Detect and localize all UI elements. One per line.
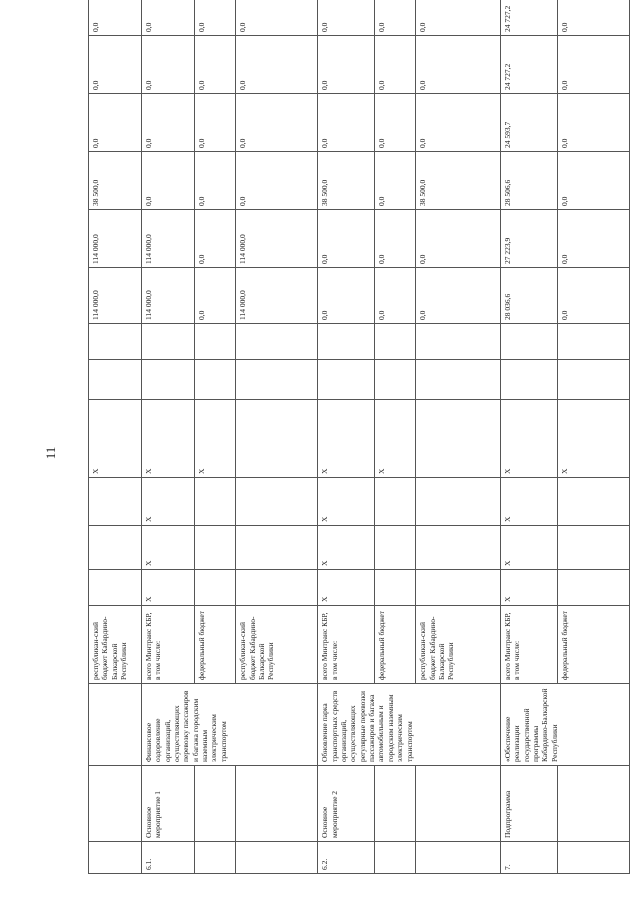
cell-x: [557, 478, 629, 526]
cell-x: X: [89, 400, 142, 478]
cell-value: 0,0: [318, 210, 375, 268]
cell-source: всего Минтранс КБР, в том числе:: [141, 606, 194, 684]
cell-source: федеральный бюджет: [195, 606, 236, 684]
cell-value: 0,0: [89, 36, 142, 94]
cell-num: 6.1.: [141, 842, 194, 874]
cell-value: 0,0: [557, 268, 629, 324]
cell-status: Подпрограмма: [500, 766, 557, 842]
cell-blank: [141, 360, 194, 400]
cell-value: 0,0: [236, 94, 318, 152]
cell-x: [236, 526, 318, 570]
cell-status: [89, 766, 142, 842]
cell-blank: [416, 324, 500, 360]
cell-value: 0,0: [195, 94, 236, 152]
cell-source: всего Минтранс КБР, в том числе:: [500, 606, 557, 684]
cell-value: 0,0: [557, 94, 629, 152]
cell-x: [89, 478, 142, 526]
cell-status: [416, 766, 500, 842]
cell-x: X: [141, 400, 194, 478]
cell-x: [416, 526, 500, 570]
cell-source: республикан-ский бюджет Кабардино-Балкарской Республики: [236, 606, 318, 684]
cell-x: X: [318, 526, 375, 570]
cell-x: X: [500, 478, 557, 526]
cell-x: X: [141, 478, 194, 526]
cell-num: [195, 842, 236, 874]
cell-name: [89, 684, 142, 766]
cell-value: 38 500,0: [89, 152, 142, 210]
cell-x: X: [141, 570, 194, 606]
cell-x: X: [195, 400, 236, 478]
cell-num: [375, 842, 416, 874]
cell-blank: [195, 360, 236, 400]
cell-name: Обновление парка транспортных средств организаций, осуществляющих регулярные перевозки пассажиров и багажа автомобильным и городским наземным электрическим транспортом: [318, 684, 501, 766]
cell-x: [89, 570, 142, 606]
cell-source: республикан-ский бюджет Кабардино-Балкарской Республики: [416, 606, 500, 684]
cell-status: [195, 766, 236, 842]
page-number: 11: [43, 446, 58, 460]
cell-x: X: [500, 570, 557, 606]
cell-x: [236, 478, 318, 526]
cell-source: федеральный бюджет: [375, 606, 416, 684]
cell-value: 0,0: [195, 0, 236, 36]
cell-status: [557, 766, 629, 842]
cell-x: X: [375, 400, 416, 478]
cell-blank: [416, 360, 500, 400]
cell-value: 114 000,0: [236, 268, 318, 324]
cell-value: 0,0: [195, 36, 236, 94]
table-row: [500, 0, 557, 874]
cell-blank: [500, 324, 557, 360]
cell-value: 24 593,7: [500, 94, 557, 152]
cell-x: [195, 526, 236, 570]
cell-num: 7.: [500, 842, 557, 874]
cell-x: [89, 526, 142, 570]
table-row: [89, 0, 142, 874]
cell-value: 0,0: [141, 0, 194, 36]
cell-x: X: [500, 526, 557, 570]
cell-x: X: [141, 526, 194, 570]
cell-num: [557, 842, 629, 874]
cell-value: 0,0: [375, 0, 416, 36]
cell-value: 0,0: [375, 268, 416, 324]
cell-blank: [141, 324, 194, 360]
cell-value: 0,0: [195, 268, 236, 324]
cell-x: [416, 570, 500, 606]
cell-value: 38 500,0: [318, 152, 375, 210]
cell-value: 114 000,0: [141, 210, 194, 268]
table-container: [88, 5, 630, 874]
budget-table: [88, 0, 630, 874]
cell-value: 28 506,6: [500, 152, 557, 210]
cell-value: 114 000,0: [236, 210, 318, 268]
cell-name: «Обеспечение реализации государственной программы Кабардино-Балкарской Республики: [500, 684, 629, 766]
cell-x: [416, 400, 500, 478]
cell-x: [416, 478, 500, 526]
cell-blank: [557, 324, 629, 360]
cell-blank: [318, 360, 375, 400]
cell-value: 114 000,0: [89, 210, 142, 268]
cell-value: 0,0: [195, 152, 236, 210]
cell-value: 114 000,0: [141, 268, 194, 324]
cell-blank: [89, 324, 142, 360]
cell-status: [236, 766, 318, 842]
cell-value: 24 727,2: [500, 0, 557, 36]
cell-num: 6.2.: [318, 842, 375, 874]
cell-x: [375, 570, 416, 606]
cell-value: 0,0: [375, 36, 416, 94]
cell-value: 0,0: [375, 94, 416, 152]
cell-value: 0,0: [416, 0, 500, 36]
cell-value: 27 223,9: [500, 210, 557, 268]
cell-value: 0,0: [236, 152, 318, 210]
cell-x: [557, 526, 629, 570]
cell-source: республикан-ский бюджет Кабардино-Балкарской Республики: [89, 606, 142, 684]
cell-value: 0,0: [416, 268, 500, 324]
cell-value: 0,0: [416, 94, 500, 152]
cell-status: Основное мероприятие 1: [141, 766, 194, 842]
cell-value: 28 036,6: [500, 268, 557, 324]
cell-x: X: [318, 570, 375, 606]
cell-value: 0,0: [141, 152, 194, 210]
cell-value: 0,0: [89, 0, 142, 36]
cell-blank: [195, 324, 236, 360]
cell-value: 0,0: [89, 94, 142, 152]
cell-value: 0,0: [236, 36, 318, 94]
cell-x: X: [318, 400, 375, 478]
cell-value: 0,0: [318, 94, 375, 152]
cell-value: 0,0: [195, 210, 236, 268]
cell-status: Основное мероприятие 2: [318, 766, 375, 842]
cell-x: [236, 400, 318, 478]
cell-value: 0,0: [236, 0, 318, 36]
cell-source: федеральный бюджет: [557, 606, 629, 684]
cell-value: 0,0: [557, 0, 629, 36]
cell-value: 0,0: [318, 268, 375, 324]
cell-x: [375, 478, 416, 526]
cell-blank: [236, 324, 318, 360]
cell-value: 114 000,0: [89, 268, 142, 324]
cell-x: X: [557, 400, 629, 478]
cell-blank: [375, 360, 416, 400]
cell-value: 0,0: [375, 152, 416, 210]
cell-value: 0,0: [557, 152, 629, 210]
cell-x: [375, 526, 416, 570]
cell-value: 0,0: [375, 210, 416, 268]
table-row: [141, 0, 194, 874]
cell-x: [195, 478, 236, 526]
cell-value: 0,0: [557, 36, 629, 94]
cell-blank: [375, 324, 416, 360]
cell-blank: [236, 360, 318, 400]
cell-value: 0,0: [141, 36, 194, 94]
cell-blank: [500, 360, 557, 400]
cell-blank: [557, 360, 629, 400]
cell-name: Финансовое оздоровление организаций, осуществляющих перевозку пассажиров и багажа городским наземным электрическим транспортом: [141, 684, 317, 766]
cell-x: X: [318, 478, 375, 526]
cell-x: [236, 570, 318, 606]
cell-x: [195, 570, 236, 606]
cell-value: 38 500,0: [416, 152, 500, 210]
cell-value: 0,0: [416, 36, 500, 94]
cell-value: 0,0: [318, 36, 375, 94]
cell-blank: [318, 324, 375, 360]
cell-value: 0,0: [141, 94, 194, 152]
cell-value: 0,0: [557, 210, 629, 268]
cell-value: 0,0: [416, 210, 500, 268]
cell-num: [416, 842, 500, 874]
cell-value: 0,0: [318, 0, 375, 36]
cell-x: [557, 570, 629, 606]
table-row: [318, 0, 375, 874]
cell-num: [89, 842, 142, 874]
cell-value: 24 727,2: [500, 36, 557, 94]
cell-x: X: [500, 400, 557, 478]
cell-blank: [89, 360, 142, 400]
cell-source: всего Минтранс КБР, в том числе:: [318, 606, 375, 684]
cell-num: [236, 842, 318, 874]
cell-status: [375, 766, 416, 842]
